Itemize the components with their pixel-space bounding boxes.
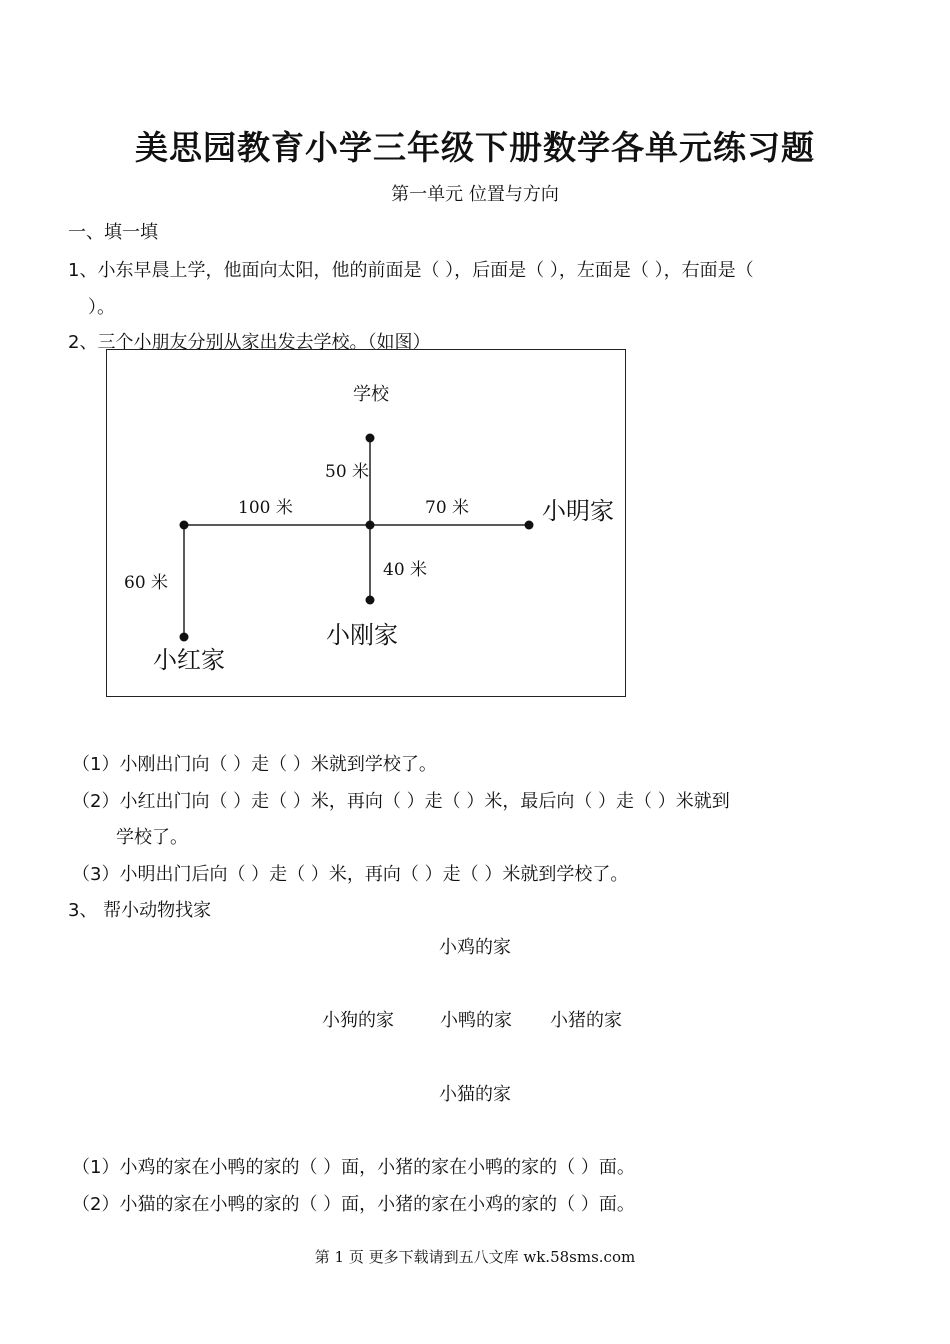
xiaogang-home-point [366, 596, 375, 605]
question-2: 2、三个小朋友分别从家出发去学校。（如图） [68, 332, 431, 353]
distance-school: 50 米 [325, 462, 370, 482]
chicken-home: 小鸡的家 [439, 937, 511, 958]
pig-home: 小猪的家 [550, 1010, 622, 1031]
distance-left: 100 米 [238, 498, 293, 518]
page-title: 美思园教育小学三年级下册数学各单元练习题 [135, 128, 815, 167]
question-2-sub-2-line-2: 学校了。 [116, 827, 188, 848]
dog-home: 小狗的家 [322, 1010, 394, 1031]
school-label: 学校 [353, 384, 389, 405]
distance-red: 60 米 [124, 573, 169, 593]
duck-home: 小鸭的家 [440, 1010, 512, 1031]
xiaoming-home-point [525, 521, 534, 530]
section-heading: 一、填一填 [68, 222, 158, 243]
cat-home: 小猫的家 [439, 1084, 511, 1105]
distance-right: 70 米 [425, 498, 470, 518]
question-3-sub-2: （2）小猫的家在小鸭的家的（ ）面，小猪的家在小鸡的家的（ ）面。 [72, 1194, 635, 1215]
page-footer: 第 1 页 更多下载请到五八文库 wk.58sms.com [314, 1248, 636, 1266]
question-3: 3、 帮小动物找家 [68, 900, 212, 921]
crossroad-point [366, 521, 375, 530]
question-1-line-1: 1、小东早晨上学，他面向太阳，他的前面是（ ），后面是（ ），左面是（ ），右面是（ [68, 260, 754, 281]
unit-subtitle: 第一单元 位置与方向 [391, 184, 559, 205]
xiaohong-home-label: 小红家 [153, 646, 225, 674]
route-diagram [106, 349, 626, 697]
school-point [366, 434, 375, 443]
question-3-sub-1: （1）小鸡的家在小鸭的家的（ ）面，小猪的家在小鸭的家的（ ）面。 [72, 1157, 635, 1178]
left-corner-point [180, 521, 189, 530]
distance-down: 40 米 [383, 560, 428, 580]
question-2-sub-3: （3）小明出门后向（ ）走（ ）米，再向（ ）走（ ）米就到学校了。 [72, 864, 629, 885]
question-2-sub-2-line-1: （2）小红出门向（ ）走（ ）米，再向（ ）走（ ）米，最后向（ ）走（ ）米就到 [72, 791, 730, 812]
question-1-line-2: ）。 [88, 297, 115, 318]
question-2-sub-1: （1）小刚出门向（ ）走（ ）米就到学校了。 [72, 754, 437, 775]
xiaoming-home-label: 小明家 [542, 497, 614, 525]
xiaogang-home-label: 小刚家 [326, 621, 398, 649]
